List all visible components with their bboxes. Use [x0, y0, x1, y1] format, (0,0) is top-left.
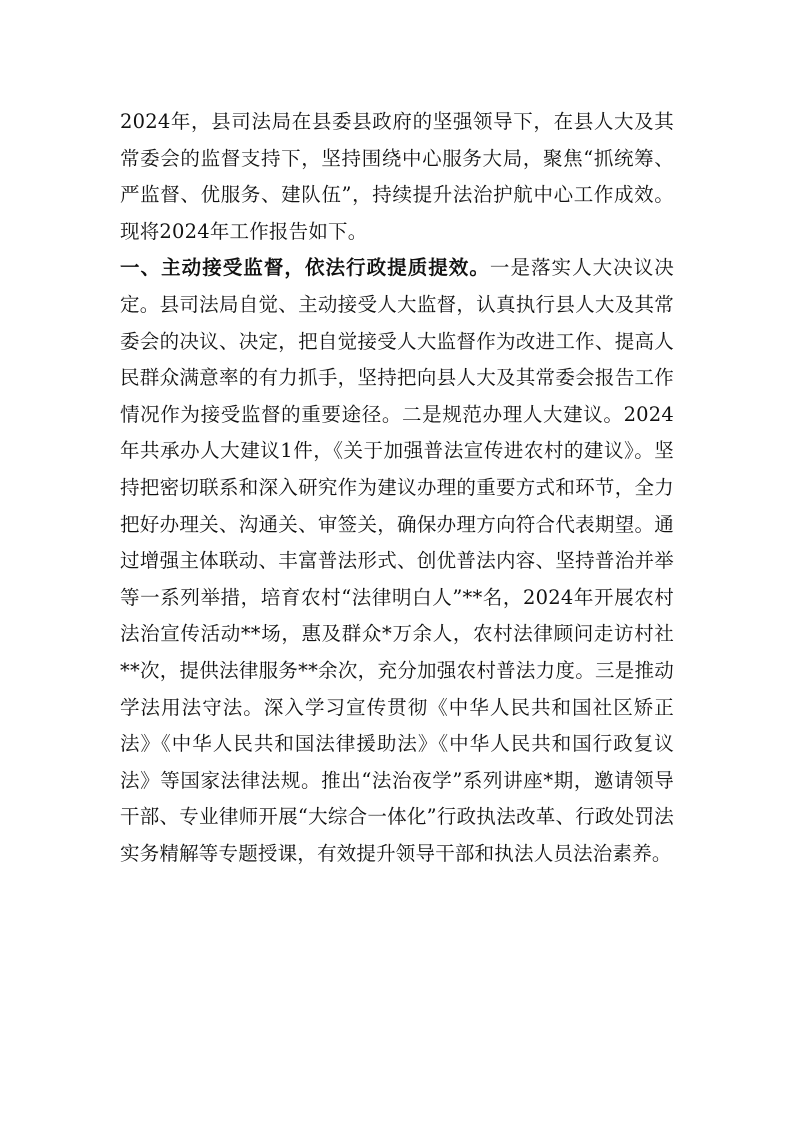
document-body: [120, 104, 674, 872]
intro-paragraph: 2024年，县司法局在县委县政府的坚强领导下，在县人大及其常委会的监督支持下，坚持围绕中心服务大局，聚焦“抓统筹、严监督、优服务、建队伍”，持续提升法治护航中心工作成效。现将2024年工作报告如下。: [120, 110, 674, 243]
section-1-heading: 一、主动接受监督，依法行政提质提效。: [120, 256, 490, 280]
section-1-body: 一是落实人大决议决定。县司法局自觉、主动接受人大监督，认真执行县人大及其常委会的决议、决定，把自觉接受人大监督作为改进工作、提高人民群众满意率的有力抓手，坚持把向县人大及其常委会报告工作情况作为接受监督的重要途径。二是规范办理人大建议。2024年共承办人大建议1件，《关于加强普法宣传进农村的建议》。坚持把密切联系和深入研究作为建议办理的重要方式和环节，全力把好办理关、沟通关、审签关，确保办理方向符合代表期望。通过增强主体联动、丰富普法形式、创优普法内容、坚持普治并举等一系列举措，培育农村“法律明白人”**名，2024年开展农村法治宣传活动**场，惠及群众*万余人，农村法律顾问走访村社**次，提供法律服务**余次，充分加强农村普法力度。三是推动学法用法守法。深入学习宣传贯彻《中华人民共和国社区矫正法》《中华人民共和国法律援助法》《中华人民共和国行政复议法》等国家法律法规。推出“法治夜学”系列讲座*期，邀请领导干部、专业律师开展“大综合一体化”行政执法改革、行政处罚法实务精解等专题授课，有效提升领导干部和执法人员法治素养。: [120, 256, 674, 865]
section-1-paragraph: [120, 250, 674, 872]
